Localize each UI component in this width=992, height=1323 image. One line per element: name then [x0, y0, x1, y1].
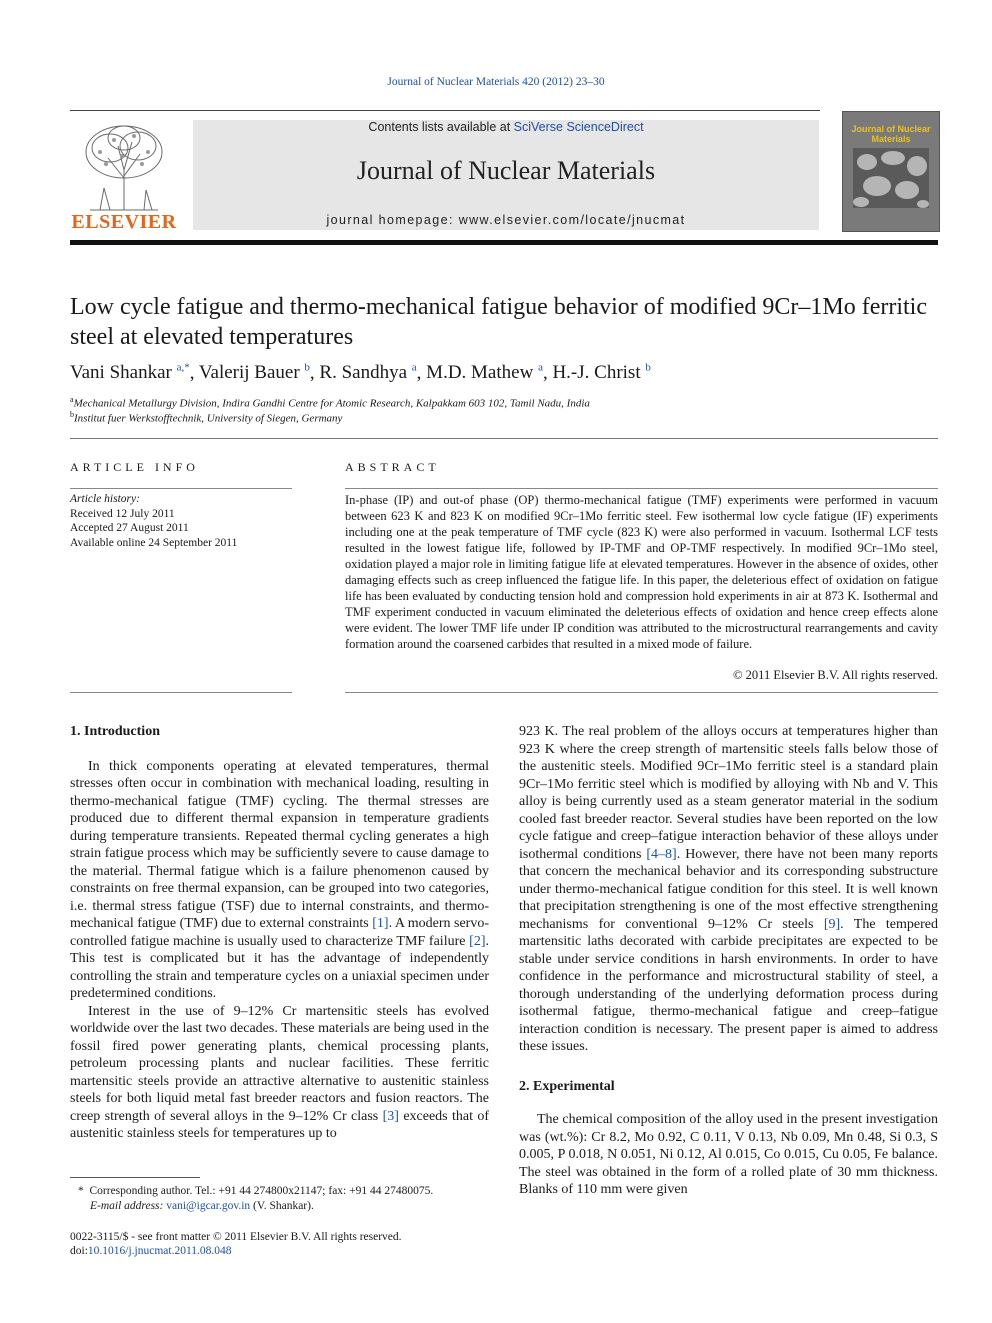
journal-reference[interactable]: Journal of Nuclear Materials 420 (2012) 23–30 [387, 76, 605, 88]
abstract-text: In-phase (IP) and out-of phase (OP) thermo-mechanical fatigue (TMF) experiments were performed in vacuum between 623 K and 823 K on modified 9Cr–1Mo ferritic steel. Few isothermal low cycle fatigue (IF) experiments including one at the peak temperature of TMF cycle (823 K) were also performed in vacuum. Isothermal LCF tests resulted in the lowest fatigue life, followed by IP-TMF and OP-TMF respectively. In modified 9Cr–1Mo steel, oxidation played a major role in limiting fatigue life at elevated temperatures. However in the absence of oxides, other damaging effects such as creep influenced the fatigue life. In this paper, the deleterious effect of oxidation on fatigue life has been evaluated by conducting tension hold and compression hold experiments in air at 873 K. Isothermal and TMF experiment conducted in vacuum eliminated the deleterious effects of oxidation and hence creep effects alone were evident. The lower TMF life under IP condition was attributed to the microstructural rearrangements and cavity formation around the coarsened carbides that resulted in a mixed mode of failure. [345, 493, 938, 651]
section-heading-experimental: 2. Experimental [519, 1078, 615, 1094]
header-rule [70, 110, 820, 111]
info-rule-bottom [70, 692, 292, 693]
footnote: * Corresponding author. Tel.: +91 44 274800x21147; fax: +91 44 27480075. E-mail address: vani@igcar.gov.in (V. Shankar). [78, 1185, 434, 1212]
doi-link[interactable]: 10.1016/j.jnucmat.2011.08.048 [87, 1245, 232, 1257]
footnote-rule [70, 1177, 200, 1178]
abstract-rule [345, 488, 938, 489]
author[interactable]: Vani Shankar $^{a,*}$ [70, 362, 190, 384]
publisher-wordmark: ELSEVIER [71, 211, 177, 233]
elsevier-tree-icon [70, 118, 178, 214]
sciencedirect-link[interactable]: SciVerse ScienceDirect [513, 120, 644, 134]
left-column [70, 723, 489, 1143]
citation-link[interactable]: [3] [382, 1108, 399, 1124]
cover-image-icon [853, 148, 929, 208]
issn-block: 0022-3115/$ - see front matter © 2011 Elsevier B.V. All rights reserved. doi:10.1016/j.jnucmat.2011.08.048 [70, 1231, 402, 1257]
section-rule [70, 438, 938, 439]
journal-masthead [193, 120, 819, 230]
paragraph: In thick components operating at elevated temperatures, thermal stresses often occur in combination with mechanical loading, resulting in thermo-mechanical fatigue (TMF) cycling. The thermal stresses are produced due to different thermal expansion in temperature gradients during temperature transients. Repeated thermal cycling generates a high strain fatigue process which may be sufficiently severe to cause damage to the material. Thermal fatigue which is a failure phenomenon caused by constraints on free thermal expansion, can be grouped into two categories, i.e. thermal stress fatigue (TSF) due to internal constraints, and thermo-mechanical fatigue (TMF) due to external constraints [1]. A modern servo-controlled fatigue machine is usually used to characterize TMF failure [2]. This test is complicated but it has the advantage of independently controlling the strain and temperature cycles on a uniaxial specimen under predetermined conditions. [70, 758, 489, 1001]
journal-title: Journal of Nuclear Materials [356, 156, 656, 185]
email-link[interactable]: vani@igcar.gov.in [166, 1200, 251, 1212]
affiliation: $^a$Mechanical Metallurgy Division, Indira Gandhi Centre for Atomic Research, Kalpakkam 603 102, Tamil Nadu, India [70, 395, 590, 410]
article-history [70, 492, 292, 550]
author-list: Vani Shankar $^{a,*}$, Valerij Bauer $^b$, R. Sandhya $^a$, M.D. Mathew $^a$, H.-J. Christ $^b$ [70, 362, 651, 384]
masthead-rule [70, 240, 938, 245]
section-heading-introduction: 1. Introduction [70, 724, 160, 739]
online-date: Available online 24 September 2011 [70, 536, 238, 549]
right-column [519, 723, 938, 1199]
author[interactable]: Valerij Bauer $^b$ [198, 362, 310, 384]
paragraph: The chemical composition of the alloy used in the present investigation was (wt.%): Cr 8.2, Mo 0.92, C 0.11, V 0.13, Nb 0.09, Mn 0.48, Si 0.3, S 0.005, P 0.018, N 0.051, Ni 0.12, Al 0.015, Co 0.015, Cu 0.05, Fe balance. The steel was obtained in the form of a rolled plate of 30 mm thickness. Blanks of 110 mm were given [519, 1112, 938, 1197]
citation-link[interactable]: [2] [469, 933, 486, 949]
abstract-rule-bottom [345, 692, 938, 693]
elsevier-logo [70, 118, 178, 234]
journal-cover [842, 111, 940, 232]
citation-link[interactable]: [9] [823, 916, 841, 932]
author[interactable]: R. Sandhya $^a$ [319, 362, 417, 384]
article-info-heading: ARTICLE INFO [70, 460, 199, 474]
info-rule [70, 488, 292, 489]
article-title: Low cycle fatigue and thermo-mechanical fatigue behavior of modified 9Cr–1Mo ferritic steel at elevated temperatures [70, 294, 928, 350]
journal-homepage[interactable]: journal homepage: www.elsevier.com/locate/jnucmat [326, 213, 686, 227]
citation-link[interactable]: [1] [372, 916, 389, 931]
abstract-copyright: © 2011 Elsevier B.V. All rights reserved. [733, 668, 938, 682]
received-date: Received 12 July 2011 [70, 507, 175, 520]
author[interactable]: M.D. Mathew $^a$ [426, 362, 543, 384]
abstract-heading: ABSTRACT [345, 460, 440, 474]
contents-line [193, 120, 819, 134]
accepted-date: Accepted 27 August 2011 [70, 522, 189, 534]
cover-title: Journal of Nuclear Materials [851, 124, 931, 144]
author[interactable]: H.-J. Christ $^b$ [552, 362, 651, 384]
paragraph: 923 K. The real problem of the alloys occurs at temperatures higher than 923 K where the creep strength of martensitic steels falls below those of the austenitic steels. Modified 9Cr–1Mo ferritic steel is a standard plain 9Cr–1Mo ferritic steel which is modified by alloying with Nb and V. This alloy is being currently used as a steam generator material in the sodium cooled fast breeder reactor. Several studies have been reported on the low cycle fatigue and creep–fatigue interaction behavior of these alloys under isothermal conditions [4–8]. However, there have not been many reports that concern the mechanical behavior and its corresponding substructure under thermo-mechanical fatigue condition for this steel. It is well known that precipitation strengthening is one of the most effective strengthening mechanisms for conventional 9–12% Cr steels [9]. The tempered martensitic laths decorated with carbide precipitates are expected to be stable under service conditions in harsh environments. In order to have confidence in the performance and microstructural stability of steel, a thorough understanding of the underlying deformation process during isothermal fatigue, thermo-mechanical fatigue and creep–fatigue interaction condition is necessary. The present paper is aimed to address these issues. [519, 724, 938, 1054]
history-label: Article history: [70, 493, 140, 505]
contents-prefix: Contents lists available at [368, 120, 514, 134]
affiliation: $^b$Institut fuer Werkstofftechnik, University of Siegen, Germany [70, 410, 343, 425]
paragraph: Interest in the use of 9–12% Cr martensitic steels has evolved worldwide over the last two decades. These materials are being used in the fossil fired power generating plants, chemical processing plants, petroleum processing plants and nuclear facilities. These ferritic martensitic steels provide an attractive alternative to austenitic stainless steels for both liquid metal fast breeder reactors and fusion reactors. The creep strength of several alloys in the 9–12% Cr class [3] exceeds that of austenitic stainless steels for temperatures up to [70, 1003, 489, 1141]
citation-link[interactable]: [4–8] [646, 846, 677, 862]
